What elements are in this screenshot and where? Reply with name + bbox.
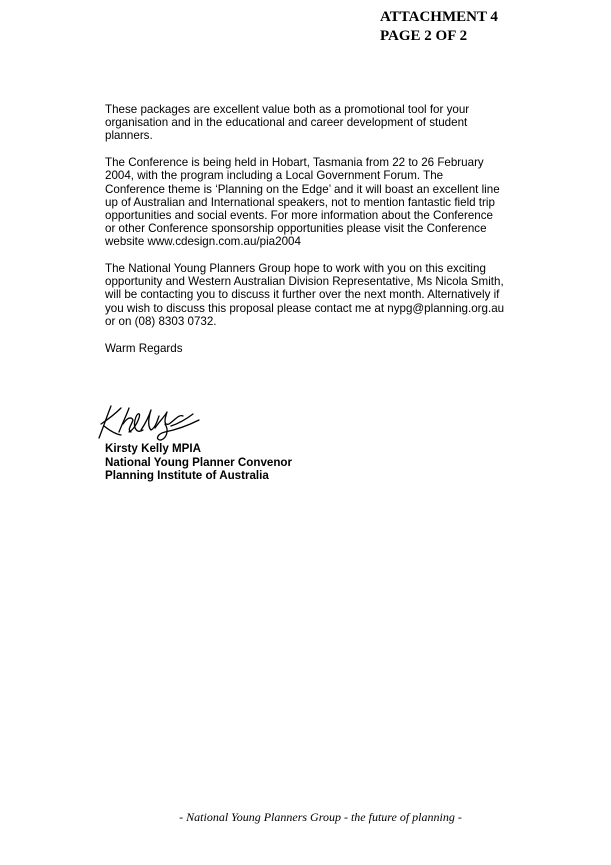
text-line: planners. [105,129,153,143]
paragraph-packages [105,103,545,143]
text-line: Conference theme is ‘Planning on the Edge’ and it will boast an excellent line [105,182,500,196]
attachment-label: ATTACHMENT 4 [380,9,498,25]
handwritten-signature [95,402,205,442]
text-line: or on (08) 8303 0732. [105,314,217,328]
signatory-organisation: Planning Institute of Australia [105,469,269,482]
page-count: PAGE 2 OF 2 [380,28,468,44]
text-line: opportunity and Western Australian Division Representative, Ms Nicola Smith, [105,275,504,289]
text-line: will be contacting you to discuss it further over the next month. Alternatively if [105,288,500,302]
signatory-title: National Young Planner Convenor [105,455,293,469]
closing-text: Warm Regards [105,341,183,355]
text-line: These packages are excellent value both as a promotional tool for your [105,103,470,116]
text-line: website www.cdesign.com.au/pia2004 [105,235,301,249]
signature-block [105,442,292,483]
text-line: The National Young Planners Group hope to work with you on this exciting [105,262,486,276]
paragraph-conference [105,156,545,248]
text-line: 2004, with the program including a Local Government Forum. The [105,169,444,183]
text-line: organisation and in the educational and career development of student [105,116,468,130]
attachment-header [380,8,498,46]
closing [105,342,545,355]
text-line: or other Conference sponsorship opportunities please visit the Conference [105,222,487,236]
paragraph-contact [105,262,545,328]
footer-tagline: - National Young Planners Group - the future of planning - [179,810,462,824]
text-line: The Conference is being held in Hobart, Tasmania from 22 to 26 February [105,156,484,170]
letter-body [105,103,545,368]
text-line: you wish to discuss this proposal please contact me at nypg@planning.org.au [105,301,505,315]
text-line: opportunities and social events. For more information about the Conference [105,208,493,222]
text-line: up of Australian and International speakers, not to mention fantastic field trip [105,195,495,209]
signatory-name: Kirsty Kelly MPIA [105,442,201,455]
